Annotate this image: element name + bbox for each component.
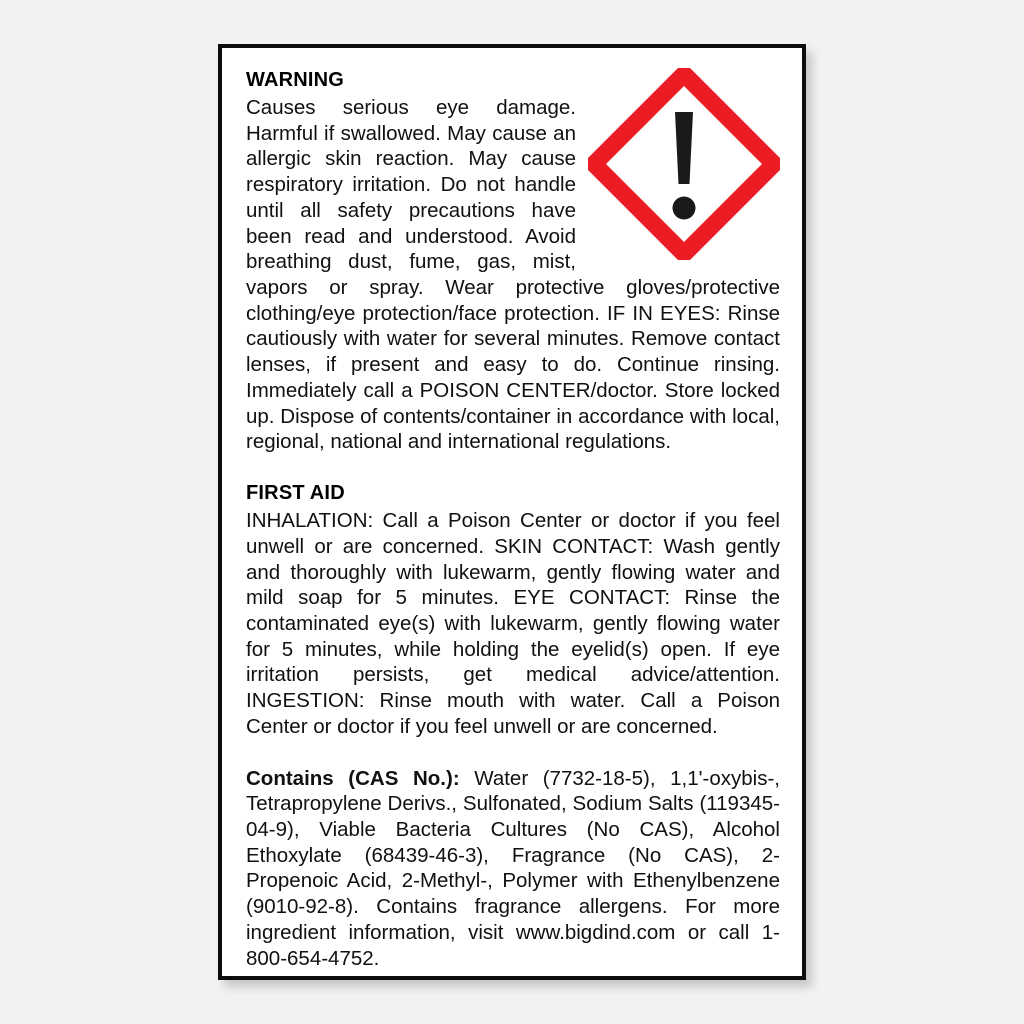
warning-section [246, 68, 780, 455]
first-aid-text: INHALATION: Call a Poison Center or doctor if you feel unwell or are concerned. SKIN CONTACT: Wash gently and thoroughly with lukewarm, gently flowing water and mild soap for 5 minutes. EYE CONTACT: Rinse the contaminated eye(s) with lukewarm, gently flowing water for 5 minutes, while holding the eyelid(s) open. If eye irritation persists, get medical advice/attention. INGESTION: Rinse mouth with water. Call a Poison Center or doctor if you feel unwell or are concerned. [246, 509, 780, 738]
safety-label-card [218, 44, 806, 980]
contains-section [246, 766, 780, 972]
label-content [246, 68, 780, 970]
contains-text: Water (7732-18-5), 1,1'-oxybis-, Tetrapropylene Derivs., Sulfonated, Sodium Salts (119345-04-9), Viable Bacteria Cultures (No CAS), Alcohol Ethoxylate (68439-46-3), Fragrance (No CAS), 2-Propenoic Acid, 2-Methyl-, Polymer with Ethenylbenzene (9010-92-8). Contains fragrance allergens. For more ingredient information, visit www.bigdind.com or call 1-800-654-4752. [246, 766, 780, 970]
warning-text: Causes serious eye damage. Harmful if swallowed. May cause an allergic skin reaction. May cause respiratory irritation. Do not handle until all safety precautions have been read and understood. Avoid breathing dust, fume, gas, mist, vapors or spray. Wear protective gloves/protective clothing/eye protection/face protection. IF IN EYES: Rinse cautiously with water for several minutes. Remove contact lenses, if present and easy to do. Continue rinsing. Immediately call a POISON CENTER/doctor. Store locked up. Dispose of contents/container in accordance with local, regional, national and international regulations. [246, 96, 780, 454]
ghs-exclamation-mark-icon [588, 68, 780, 260]
contains-paragraph [246, 766, 780, 972]
first-aid-section [246, 481, 780, 739]
contains-lead-label: Contains (CAS No.): [246, 766, 460, 790]
section-divider-2 [246, 740, 780, 766]
section-divider-1 [246, 455, 780, 481]
warning-heading: WARNING [246, 69, 345, 91]
first-aid-heading: FIRST AID [246, 482, 345, 505]
